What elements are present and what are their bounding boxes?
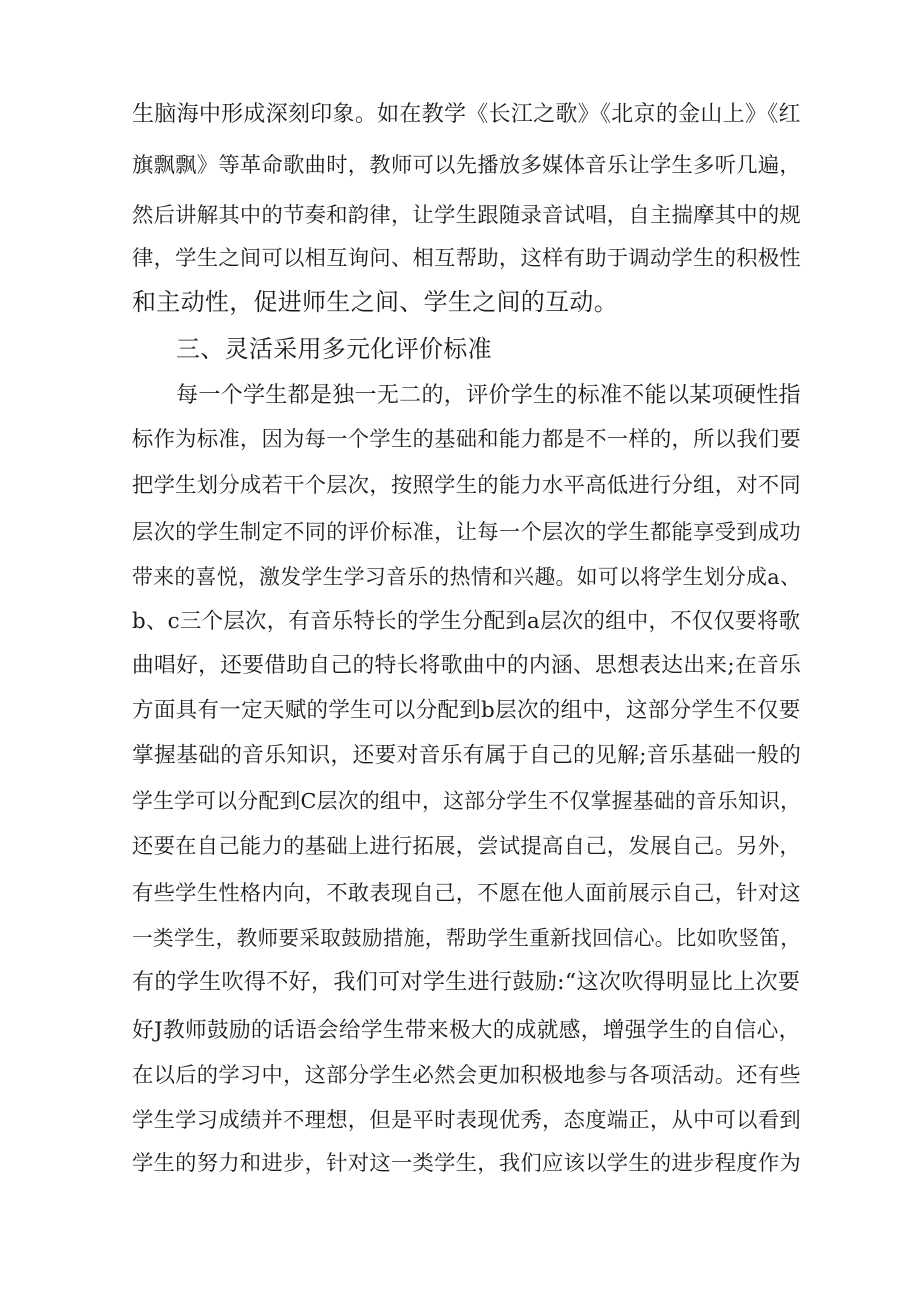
text-line: 有些学生性格内向，不敢表现自己，不愿在他人面前展示自己，针对这 bbox=[132, 881, 802, 906]
text-line: 每一个学生都是独一无二的，评价学生的标准不能以某项硬性指 bbox=[176, 383, 801, 408]
text-line: 学生的努力和进步，针对这一类学生，我们应该以学生的进步程度作为 bbox=[132, 1151, 802, 1176]
text-line: 层次的学生制定不同的评价标准，让每一个层次的学生都能享受到成功 bbox=[132, 520, 802, 545]
section-heading: 三、灵活采用多元化评价标准 bbox=[176, 335, 492, 363]
text-line: b、c三个层次，有音乐特长的学生分配到a层次的组中，不仅仅要将歌 bbox=[132, 609, 801, 634]
text-line: 一类学生，教师要采取鼓励措施，帮助学生重新找回信心。比如吹竖笛， bbox=[132, 926, 802, 950]
text-line: 和主动性，促进师生之间、学生之间的互动。 bbox=[132, 288, 618, 316]
text-line: 曲唱好，还要借助自己的特长将歌曲中的内涵、思想表达出来;在音乐 bbox=[132, 653, 802, 678]
text-line: 带来的喜悦，激发学生学习音乐的热情和兴趣。如可以将学生划分成a、 bbox=[132, 565, 802, 589]
text-line: 然后讲解其中的节奏和韵律，让学生跟随录音试唱，自主揣摩其中的规 bbox=[132, 203, 802, 228]
text-line: 好J教师鼓励的话语会给学生带来极大的成就感，增强学生的自信心， bbox=[132, 1018, 801, 1043]
text-line: 把学生划分成若干个层次，按照学生的能力水平高低进行分组，对不同 bbox=[132, 473, 802, 498]
text-line: 标作为标准，因为每一个学生的基础和能力都是不一样的，所以我们要 bbox=[132, 427, 802, 452]
text-line: 在以后的学习中，这部分学生必然会更加积极地参与各项活动。还有些 bbox=[132, 1063, 802, 1088]
text-line: 还要在自己能力的基础上进行拓展，尝试提高自己，发展自己。另外， bbox=[132, 834, 802, 859]
text-line: 旗飘飘》等革命歌曲时，教师可以先播放多媒体音乐让学生多听几遍， bbox=[132, 153, 802, 178]
text-line: 学生学习成绩并不理想，但是平时表现优秀，态度端正，从中可以看到 bbox=[132, 1108, 802, 1133]
text-line: 有的学生吹得不好，我们可对学生进行鼓励:“这次吹得明显比上次要 bbox=[132, 970, 801, 995]
text-line: 生脑海中形成深刻印象。如在教学《长江之歌》《北京的金山上》《红 bbox=[132, 102, 801, 127]
text-line: 学生学可以分配到C层次的组中，这部分学生不仅掌握基础的音乐知识， bbox=[132, 789, 802, 813]
text-line: 律，学生之间可以相互询问、相互帮助，这样有助于调动学生的积极性 bbox=[132, 246, 802, 271]
text-line: 方面具有一定天赋的学生可以分配到b层次的组中，这部分学生不仅要 bbox=[132, 698, 801, 723]
text-line: 掌握基础的音乐知识，还要对音乐有属于自己的见解;音乐基础一般的 bbox=[132, 743, 802, 768]
